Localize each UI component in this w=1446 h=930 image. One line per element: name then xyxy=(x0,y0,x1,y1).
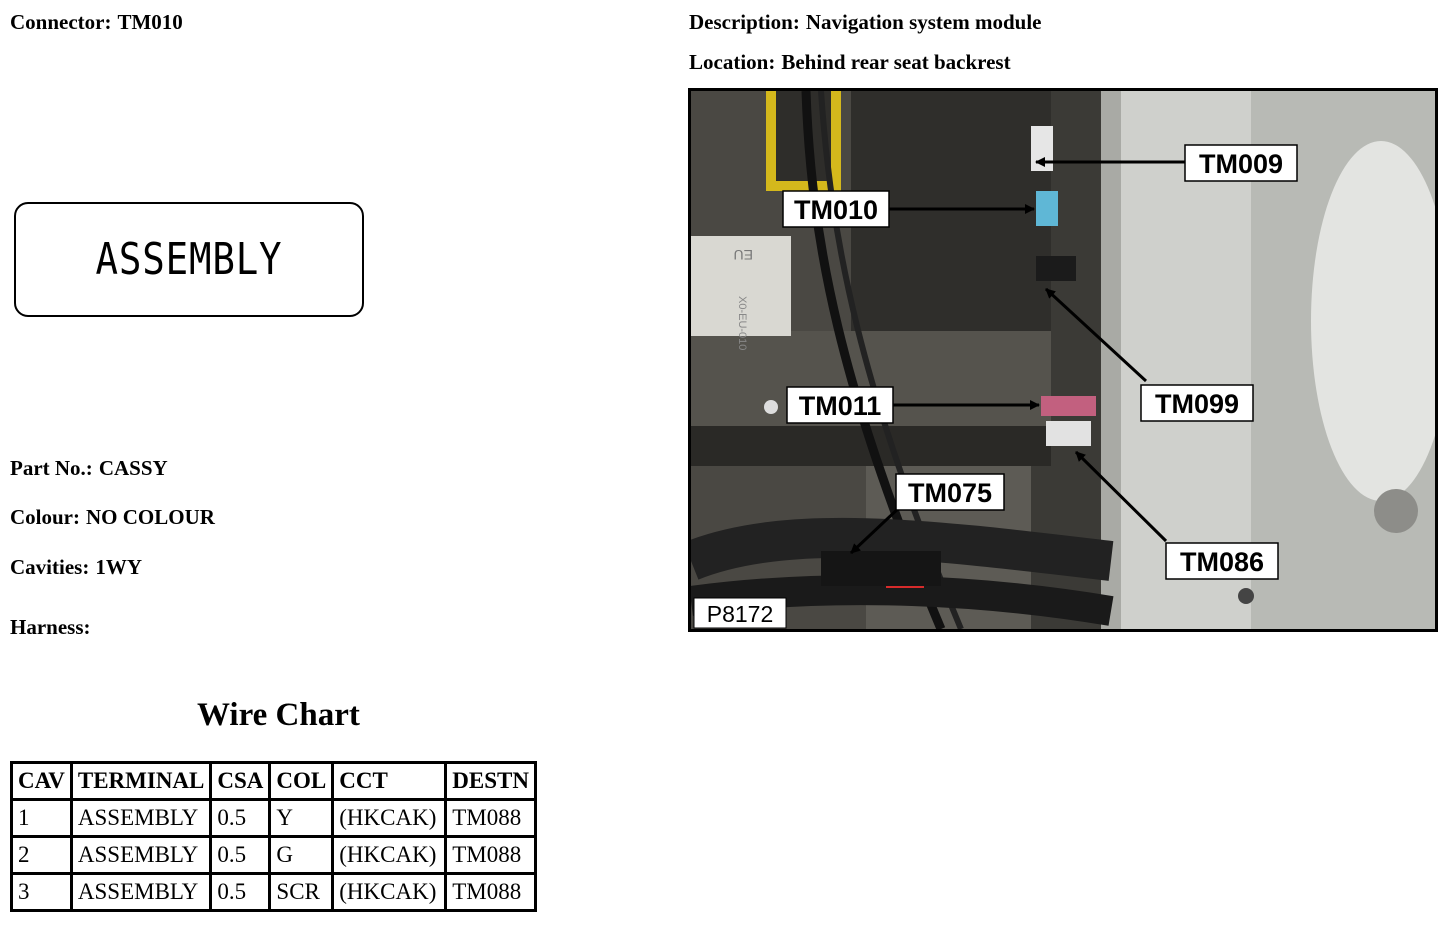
column-header-csa: CSA xyxy=(211,763,270,800)
location-label: Location: xyxy=(689,50,776,74)
destn-cell: TM088 xyxy=(446,800,536,837)
colour-field xyxy=(10,505,215,530)
csa-cell: 0.5 xyxy=(211,874,270,911)
sticker-text-2: X0-EU-010 xyxy=(736,296,748,351)
column-header-cav: CAV xyxy=(12,763,72,800)
callout-tm099: TM099 xyxy=(1154,389,1240,419)
destn-cell: TM088 xyxy=(446,874,536,911)
column-header-destn: DESTN xyxy=(446,763,536,800)
cct-cell: (HKCAK) xyxy=(333,800,446,837)
colour-label: Colour: xyxy=(10,505,80,529)
harness-label: Harness: xyxy=(10,615,91,639)
callout-tm009: TM009 xyxy=(1198,149,1284,179)
part-no-field xyxy=(10,456,168,481)
photo-illustration xyxy=(691,91,1435,629)
callout-tm075: TM075 xyxy=(907,478,993,508)
destn-cell: TM088 xyxy=(446,837,536,874)
terminal-cell: ASSEMBLY xyxy=(71,800,211,837)
location-photo xyxy=(688,88,1438,632)
table-row xyxy=(12,874,536,911)
cct-cell: (HKCAK) xyxy=(333,874,446,911)
part-no-value: CASSY xyxy=(98,456,168,480)
connector-value: TM010 xyxy=(117,10,183,34)
cct-cell: (HKCAK) xyxy=(333,837,446,874)
cavities-field xyxy=(10,555,142,580)
colour-value: NO COLOUR xyxy=(86,505,215,529)
connector-label: Connector: xyxy=(10,10,112,34)
assembly-badge xyxy=(14,202,364,317)
wire-chart-table xyxy=(10,761,537,912)
terminal-cell: ASSEMBLY xyxy=(71,874,211,911)
part-no-label: Part No.: xyxy=(10,456,93,480)
cav-cell: 3 xyxy=(12,874,72,911)
location-field xyxy=(689,50,1011,75)
wire-chart-header-row xyxy=(12,763,536,800)
connector-field xyxy=(10,10,183,35)
table-row xyxy=(12,837,536,874)
harness-field xyxy=(10,615,97,640)
column-header-col: COL xyxy=(270,763,333,800)
col-cell: SCR xyxy=(270,874,333,911)
terminal-cell: ASSEMBLY xyxy=(71,837,211,874)
wire-chart-title: Wire Chart xyxy=(197,697,360,733)
description-value: Navigation system module xyxy=(805,10,1042,34)
column-header-terminal: TERMINAL xyxy=(71,763,211,800)
table-row xyxy=(12,800,536,837)
assembly-badge-text: ASSEMBLY xyxy=(95,234,283,285)
cavities-label: Cavities: xyxy=(10,555,90,579)
description-field xyxy=(689,10,1042,35)
photo-id-label: P8172 xyxy=(706,601,774,627)
location-value: Behind rear seat backrest xyxy=(781,50,1011,74)
sticker-text: EU xyxy=(733,247,753,263)
callout-tm011: TM011 xyxy=(798,391,882,421)
column-header-cct: CCT xyxy=(333,763,446,800)
cav-cell: 2 xyxy=(12,837,72,874)
col-cell: G xyxy=(270,837,333,874)
callout-tm086: TM086 xyxy=(1179,547,1265,577)
callout-tm010: TM010 xyxy=(793,195,879,225)
csa-cell: 0.5 xyxy=(211,800,270,837)
col-cell: Y xyxy=(270,800,333,837)
cavities-value: 1WY xyxy=(95,555,142,579)
csa-cell: 0.5 xyxy=(211,837,270,874)
description-label: Description: xyxy=(689,10,800,34)
cav-cell: 1 xyxy=(12,800,72,837)
